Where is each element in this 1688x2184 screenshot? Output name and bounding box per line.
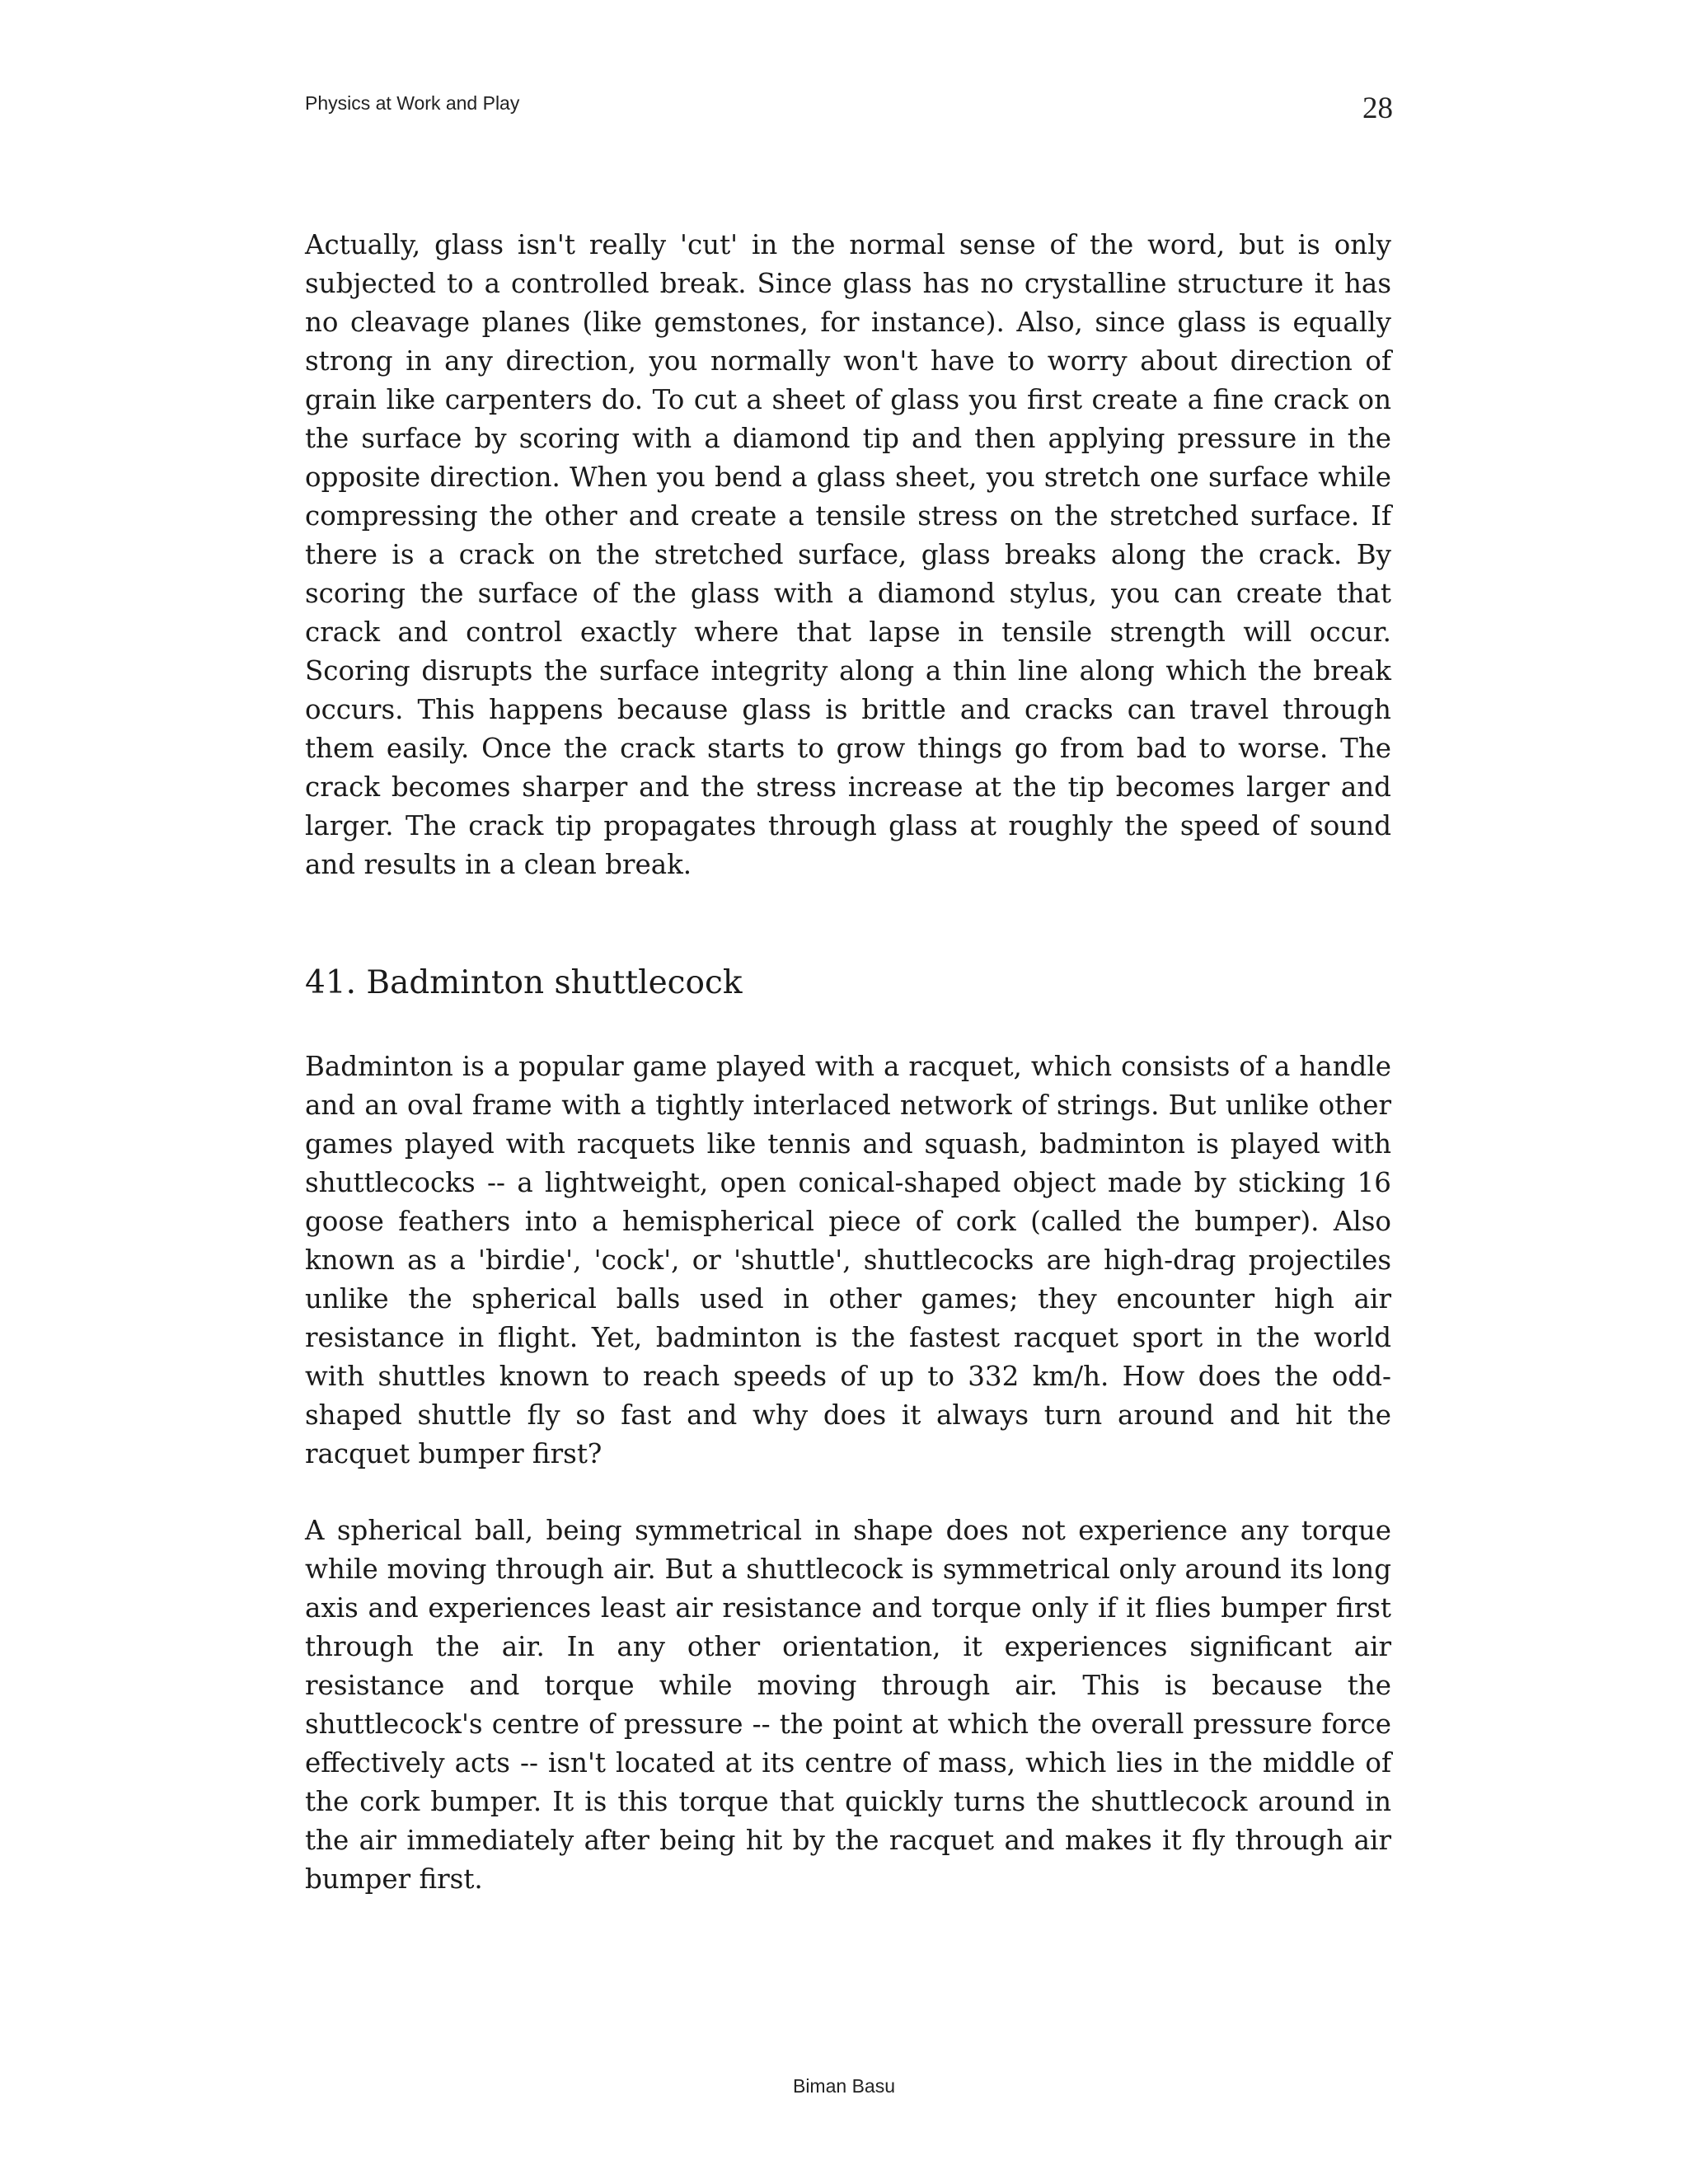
body-paragraph-shuttlecock-torque: A spherical ball, being symmetrical in shape does not experience any torque while moving through air. But a shuttlecock is symmetrical only around its long axis and experiences least air resistance and torque only if it flies bumper first through the air. In any other orientation, it experiences significant air resistance and torque while moving through air. This is because the shuttlecock's centre of pressure -- the point at which the overall pressure force effectively acts -- isn't located at its centre of mass, which lies in the middle of the cork bumper. It is this torque that quickly turns the shuttlecock around in the air immediately after being hit by the racquet and makes it fly through air bumper first. — [305, 1515, 1391, 1895]
page-number: 28 — [1362, 91, 1393, 125]
running-footer-author: Biman Basu — [792, 2075, 895, 2097]
section-heading: 41. Badminton shuttlecock — [305, 964, 743, 1001]
body-paragraph-glass-cutting: Actually, glass isn't really 'cut' in the normal sense of the word, but is only subjected to a controlled break. Since glass has no crystalline structure it has no cleavage planes (like gemstones, for instance). Also, since glass is equally strong in any direction, you normally won't have to worry about direction of grain like carpenters do. To cut a sheet of glass you first create a fine crack on the surface by scoring with a diamond tip and then applying pressure in the opposite direction. When you bend a glass sheet, you stretch one surface while compressing the other and create a tensile stress on the stretched surface. If there is a crack on the stretched surface, glass breaks along the crack. By scoring the surface of the glass with a diamond stylus, you can create that crack and control exactly where that lapse in tensile strength will occur. Scoring disrupts the surface integrity along a thin line along which the break occurs. This happens because glass is brittle and cracks can travel through them easily. Once the crack starts to grow things go from bad to worse. The crack becomes sharper and the stress increase at the tip becomes larger and larger. The crack tip propagates through glass at roughly the speed of sound and results in a clean break. — [305, 229, 1391, 880]
body-paragraph-badminton-intro: Badminton is a popular game played with a racquet, which consists of a handle and an oval frame with a tightly interlaced network of strings. But unlike other games played with racquets like tennis and squash, badminton is played with shuttlecocks -- a lightweight, open conical-shaped object made by sticking 16 goose feathers into a hemispherical piece of cork (called the bumper). Also known as a 'birdie', 'cock', or 'shuttle', shuttlecocks are high-drag projectiles unlike the spherical balls used in other games; they encounter high air resistance in flight. Yet, badminton is the fastest racquet sport in the world with shuttles known to reach speeds of up to 332 km/h. How does the odd-shaped shuttle fly so fast and why does it always turn around and hit the racquet bumper first? — [305, 1051, 1391, 1469]
running-header-title: Physics at Work and Play — [305, 92, 520, 114]
